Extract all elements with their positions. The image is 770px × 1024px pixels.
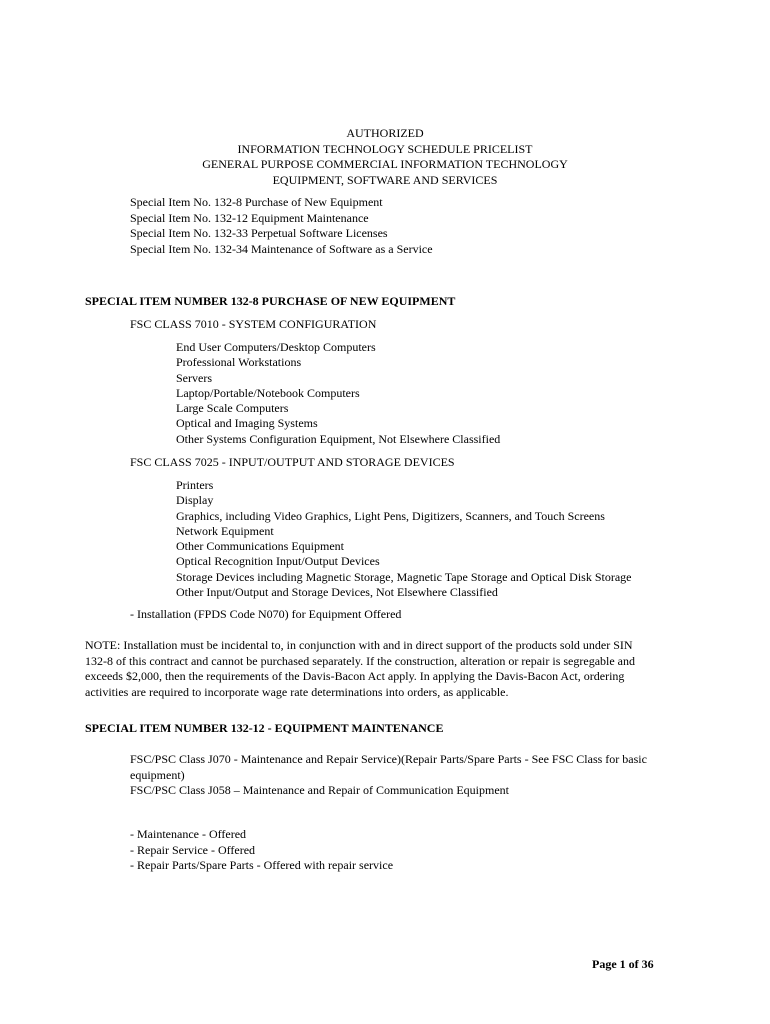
offering-item: - Repair Service - Offered: [130, 842, 256, 857]
title-line: GENERAL PURPOSE COMMERCIAL INFORMATION TECHNOLOGY: [202, 157, 568, 171]
maintenance-offerings: [130, 827, 393, 874]
fsc-7010-heading: FSC CLASS 7010 - SYSTEM CONFIGURATION: [130, 317, 377, 331]
note-line: exceeds $2,000, then the requirements of the Davis-Bacon Act apply. In applying the Davis-Bacon Act, ordering: [85, 669, 625, 683]
list-item: Other Systems Configuration Equipment, Not Elsewhere Classified: [176, 431, 501, 446]
list-item: Servers: [176, 370, 212, 385]
class-line: FSC/PSC Class J058 – Maintenance and Repair of Communication Equipment: [130, 783, 509, 797]
list-item: Printers: [176, 478, 214, 492]
list-item: Network Equipment: [176, 523, 274, 538]
special-item: Special Item No. 132-12 Equipment Maintenance: [130, 210, 369, 225]
title-line: INFORMATION TECHNOLOGY SCHEDULE PRICELIST: [237, 141, 533, 156]
section-heading-132-12: SPECIAL ITEM NUMBER 132-12 - EQUIPMENT MAINTENANCE: [85, 721, 444, 735]
note-line: 132-8 of this contract and cannot be purchased separately. If the construction, alteration or repair is segregable and: [85, 653, 636, 668]
fsc-psc-class-lines: [130, 752, 647, 799]
special-item: Special Item No. 132-34 Maintenance of Software as a Service: [130, 241, 433, 256]
class-line: FSC/PSC Class J070 - Maintenance and Repair Service)(Repair Parts/Spare Parts - See FSC Class for basic: [130, 752, 647, 766]
offering-item: - Maintenance - Offered: [130, 827, 247, 841]
list-item: Other Communications Equipment: [176, 539, 344, 554]
list-item: Large Scale Computers: [176, 401, 289, 416]
special-items-list: [130, 195, 433, 257]
page-number: Page 1 of 36: [592, 957, 654, 971]
special-item: Special Item No. 132-33 Perpetual Software Licenses: [130, 226, 388, 240]
list-item: Other Input/Output and Storage Devices, Not Elsewhere Classified: [176, 585, 498, 600]
list-item: Display: [176, 493, 214, 508]
list-item: Optical Recognition Input/Output Devices: [176, 554, 380, 569]
note-line: NOTE: Installation must be incidental to, in conjunction with and in direct support of the products sold under SIN: [85, 638, 633, 652]
title-line: EQUIPMENT, SOFTWARE AND SERVICES: [272, 172, 498, 187]
installation-line: - Installation (FPDS Code N070) for Equipment Offered: [130, 607, 402, 621]
section-heading-132-8: SPECIAL ITEM NUMBER 132-8 PURCHASE OF NEW EQUIPMENT: [85, 294, 456, 308]
list-item: Professional Workstations: [176, 355, 302, 370]
fsc-7025-list: [176, 478, 631, 600]
note-line: activities are required to incorporate wage rate determinations into orders, as applicable.: [85, 684, 509, 699]
offering-item: - Repair Parts/Spare Parts - Offered with repair service: [130, 858, 394, 872]
fsc-7010-list: [176, 340, 500, 447]
list-item: Laptop/Portable/Notebook Computers: [176, 385, 360, 400]
document-title: [0, 126, 770, 188]
fsc-7025-heading: FSC CLASS 7025 - INPUT/OUTPUT AND STORAGE DEVICES: [130, 455, 455, 469]
title-line: AUTHORIZED: [346, 126, 424, 140]
installation-note: [85, 638, 635, 700]
list-item: End User Computers/Desktop Computers: [176, 340, 376, 354]
class-line: equipment): [130, 767, 185, 782]
list-item: Optical and Imaging Systems: [176, 416, 318, 431]
special-item: Special Item No. 132-8 Purchase of New Equipment: [130, 195, 383, 209]
list-item: Storage Devices including Magnetic Storage, Magnetic Tape Storage and Optical Disk Storage: [176, 569, 632, 584]
list-item: Graphics, including Video Graphics, Light Pens, Digitizers, Scanners, and Touch Screens: [176, 508, 605, 523]
